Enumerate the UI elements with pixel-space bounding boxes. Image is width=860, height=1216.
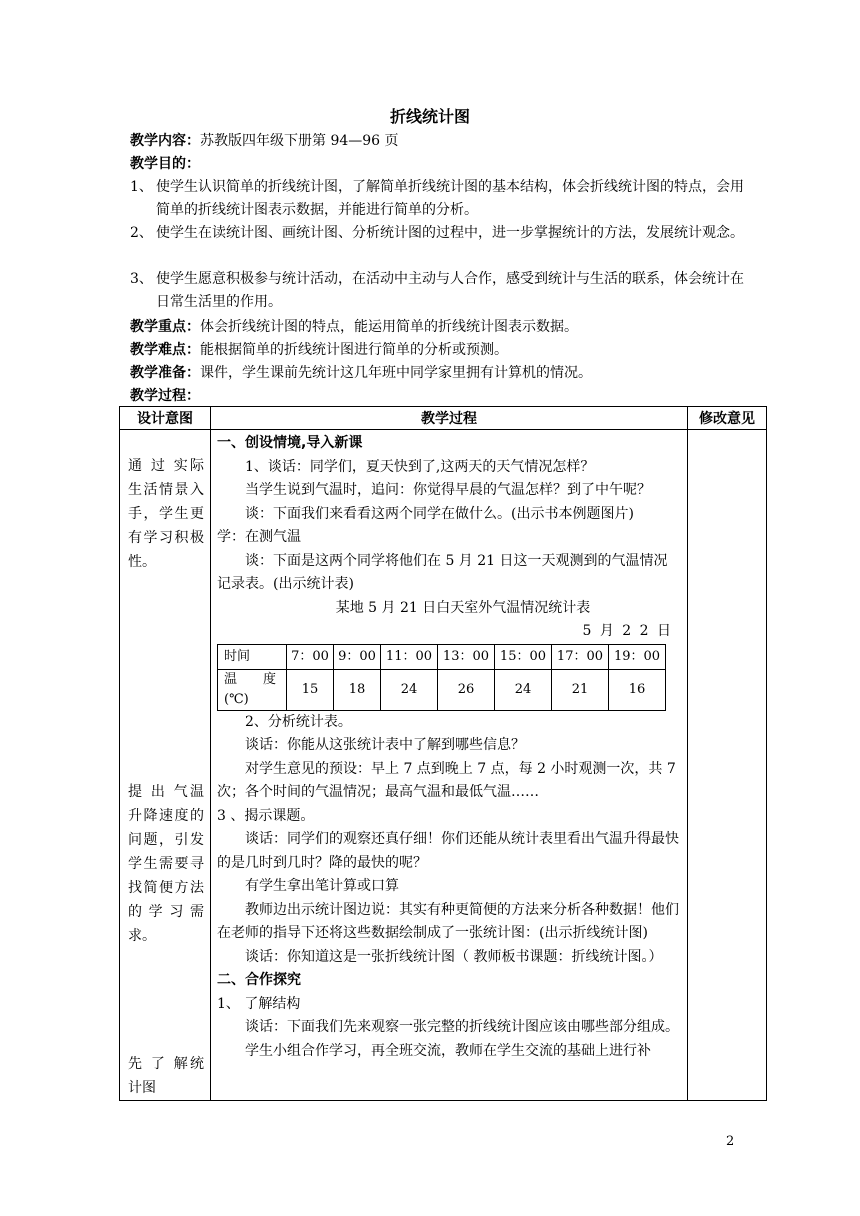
- paragraph: 3 、揭示课题。: [217, 807, 315, 824]
- content-value: 苏教版四年级下册第 94—96 页: [200, 133, 399, 149]
- paragraph: 教师边出示统计图边说：其实有种更简便的方法来分析各种数据！他们在老师的指导下还将这些数据绘制成了一张统计图：(出示折线统计图): [217, 901, 679, 941]
- section-heading: 二、合作探究: [217, 972, 301, 988]
- paragraph: 谈话：你能从这张统计表中了解到哪些信息？: [245, 737, 525, 753]
- difficulty-label: 教学难点：: [130, 342, 200, 358]
- goal-number: 1、: [130, 179, 153, 195]
- temp-cell: 16: [608, 669, 665, 710]
- paragraph: 谈话：下面我们先来观察一张完整的折线统计图应该由哪些部分组成。: [245, 1019, 679, 1035]
- content-line: [130, 130, 770, 153]
- goal-number: 3、: [130, 271, 153, 287]
- time-label: 时间: [218, 644, 287, 669]
- time-cell: 9：00: [333, 644, 380, 669]
- focus-line: [130, 316, 770, 339]
- goal-item: [130, 222, 750, 245]
- prep-label: 教学准备：: [130, 365, 200, 381]
- time-cell: 17：00: [551, 644, 608, 669]
- time-cell: 19：00: [608, 644, 665, 669]
- revision-notes-cell: [688, 430, 767, 1101]
- time-row: [218, 644, 666, 669]
- paragraph: 谈话：同学们的观察还真仔细！你们还能从统计表里看出气温升得最快的是几时到几时？降的最快的呢？: [217, 831, 679, 871]
- page-title: 折线统计图: [389, 107, 470, 126]
- time-cell: 7：00: [287, 644, 334, 669]
- section-heading: 一、创设情境,导入新课: [217, 435, 363, 451]
- goal-number: 2、: [130, 225, 153, 241]
- focus-value: 体会折线统计图的特点，能运用简单的折线统计图表示数据。: [200, 319, 578, 335]
- temp-cell: 21: [551, 669, 608, 710]
- paragraph: 谈：下面是这两个同学将他们在 5 月 21 日这一天观测到的气温情况记录表。(出示统计表): [217, 552, 668, 592]
- design-note: 提 出 气温升降速度的问题，引发学生需要寻找简便方法的学习需求。: [128, 784, 204, 944]
- design-note: 先 了 解统计图: [128, 1056, 204, 1096]
- process-label: 教学过程：: [130, 388, 200, 404]
- temperature-label: 温 度(℃): [218, 669, 287, 710]
- paragraph: 学生小组合作学习，再全班交流，教师在学生交流的基础上进行补: [245, 1042, 651, 1059]
- difficulty-value: 能根据简单的折线统计图进行简单的分析或预测。: [200, 342, 508, 358]
- paragraph: 2、分析统计表。: [245, 713, 352, 730]
- prep-line: [130, 362, 770, 385]
- design-note: 通 过 实际生活情景入手，学生更有学习积极性。: [128, 458, 204, 570]
- stats-table-title: 某地 5 月 21 日白天室外气温情况统计表: [335, 599, 591, 616]
- paragraph: 学：在测气温: [217, 529, 301, 545]
- goal-text: 使学生认识简单的折线统计图，了解简单折线统计图的基本结构，体会折线统计图的特点，会用简单的折线统计图表示数据，并能进行简单的分析。: [156, 179, 744, 218]
- temp-cell: 24: [380, 669, 437, 710]
- paragraph: 1、 了解结构: [217, 995, 301, 1012]
- goal-item: [130, 176, 750, 222]
- paragraph: 谈话：你知道这是一张折线统计图（ 教师板书课题：折线统计图。）: [245, 948, 663, 965]
- table-header-row: [120, 407, 767, 430]
- goal-text: 使学生在读统计图、画统计图、分析统计图的过程中，进一步掌握统计的方法，发展统计观念。: [156, 225, 744, 241]
- header-teaching-process: 教学过程: [211, 407, 688, 430]
- paragraph: 对学生意见的预设：早上 7 点到晚上 7 点，每 2 小时观测一次，共 7 次；各个时间的气温情况；最高气温和最低气温……: [217, 760, 676, 800]
- paragraph: 谈：下面我们来看看这两个同学在做什么。(出示书本例题图片): [245, 505, 634, 522]
- temperature-table: [217, 644, 666, 711]
- goal-item: [130, 268, 750, 314]
- focus-label: 教学重点：: [130, 319, 200, 335]
- process-cell: [211, 430, 688, 1101]
- time-cell: 15：00: [494, 644, 551, 669]
- paragraph: 有学生拿出笔计算或口算: [245, 878, 399, 894]
- lesson-table: [119, 406, 767, 1101]
- header-revision-notes: 修改意见: [688, 407, 767, 430]
- table-row: [120, 430, 767, 1101]
- content-label: 教学内容：: [130, 133, 200, 149]
- header-design-intent: 设计意图: [120, 407, 211, 430]
- stats-table-date: 5 月 2 2 日: [582, 623, 673, 639]
- page-number: 2: [726, 1134, 735, 1149]
- temperature-row: [218, 669, 666, 710]
- paragraph: 当学生说到气温时，追问：你觉得早晨的气温怎样？到了中午呢？: [245, 482, 651, 498]
- time-cell: 13：00: [437, 644, 494, 669]
- temp-cell: 24: [494, 669, 551, 710]
- prep-value: 课件，学生课前先统计这几年班中同学家里拥有计算机的情况。: [200, 365, 592, 381]
- goal-text: 使学生愿意积极参与统计活动，在活动中主动与人合作，感受到统计与生活的联系，体会统计在日常生活里的作用。: [156, 271, 744, 310]
- design-intent-cell: [120, 430, 211, 1101]
- difficulty-line: [130, 339, 770, 362]
- goal-label: 教学目的：: [130, 156, 200, 172]
- temp-cell: 15: [287, 669, 334, 710]
- paragraph: 1、谈话：同学们，夏天快到了,这两天的天气情况怎样？: [245, 458, 595, 475]
- time-cell: 11：00: [380, 644, 437, 669]
- temp-cell: 18: [333, 669, 380, 710]
- temp-cell: 26: [437, 669, 494, 710]
